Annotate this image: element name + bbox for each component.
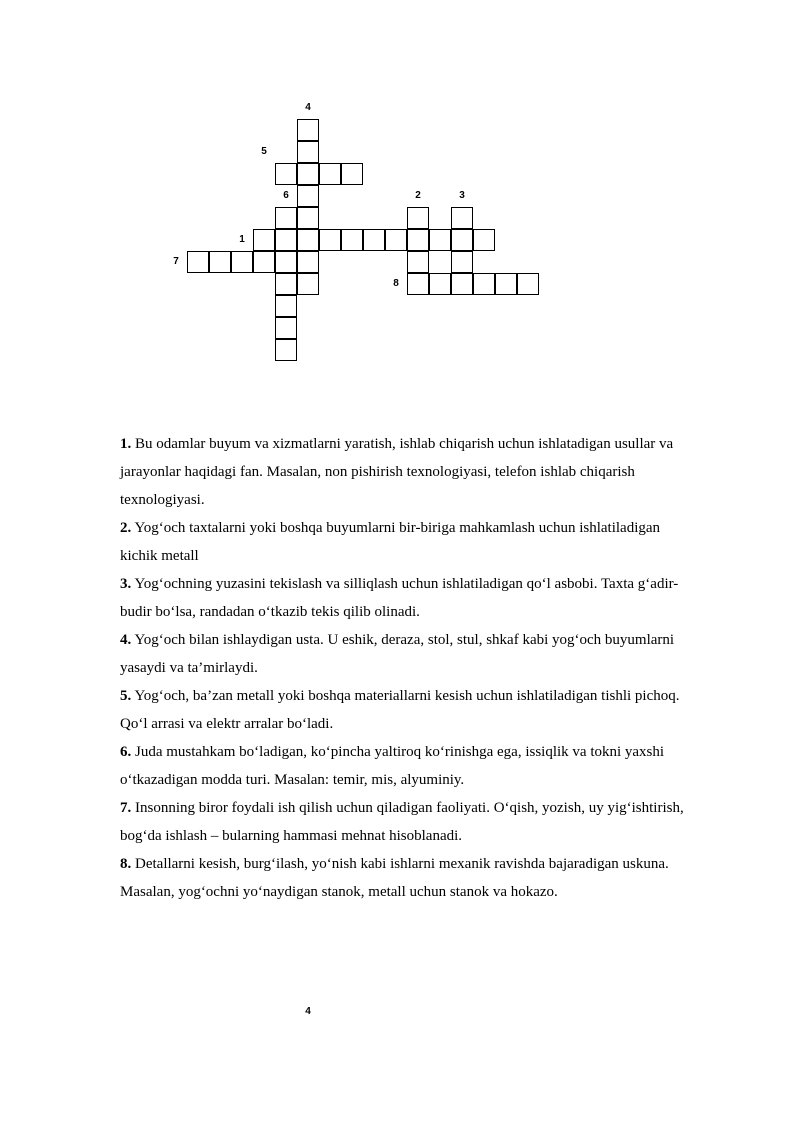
clue-text: Yog‘ochning yuzasini tekislash va silliqlash uchun ishlatiladigan qo‘l asbobi. Taxta g‘adir-budir bo‘lsa, randadan o‘tkazib tekis qilib olinadi. (120, 576, 679, 620)
crossword-cell (275, 295, 297, 317)
crossword-cell (429, 273, 451, 295)
crossword-cell (297, 273, 319, 295)
crossword-cell (297, 119, 319, 141)
clue-6 (120, 738, 690, 794)
crossword-cell (253, 229, 275, 251)
crossword-cell (319, 163, 341, 185)
clue-number: 4. (120, 632, 132, 648)
crossword-cell (363, 229, 385, 251)
clue-number: 1. (120, 436, 132, 452)
page-number: 4 (305, 1006, 311, 1017)
crossword-cell (407, 229, 429, 251)
crossword-cell (407, 251, 429, 273)
crossword-number-8: 8 (393, 278, 399, 289)
clue-2 (120, 514, 690, 570)
clue-8 (120, 850, 690, 906)
clue-number: 8. (120, 856, 132, 872)
crossword-number-4: 4 (305, 102, 311, 113)
clue-text: Yog‘och taxtalarni yoki boshqa buyumlarni bir-biriga mahkamlash uchun ishlatiladigan kichik metall (120, 520, 661, 564)
clue-1 (120, 430, 690, 514)
clue-4 (120, 626, 690, 682)
clue-text: Yog‘och, ba’zan metall yoki boshqa materiallarni kesish uchun ishlatiladigan tishli pichoq. Qo‘l arrasi va elektr arralar bo‘ladi. (120, 688, 680, 732)
crossword-cell (385, 229, 407, 251)
crossword-cell (297, 229, 319, 251)
clue-number: 6. (120, 744, 132, 760)
crossword-cell (451, 229, 473, 251)
clue-text: Detallarni kesish, burg‘ilash, yo‘nish kabi ishlarni mexanik ravishda bajaradigan uskuna. Masalan, yog‘ochni yo‘naydigan stanok, metall uchun stanok va hokazo. (120, 856, 669, 900)
clue-number: 3. (120, 576, 132, 592)
crossword-number-5: 5 (261, 146, 267, 157)
crossword-cell (341, 229, 363, 251)
clue-text: Yog‘och bilan ishlaydigan usta. U eshik, deraza, stol, stul, shkaf kabi yog‘och buyumlarni yasaydi va ta’mirlaydi. (120, 632, 675, 676)
clue-7 (120, 794, 690, 850)
crossword-cell (231, 251, 253, 273)
crossword-cell (495, 273, 517, 295)
crossword-cell (297, 163, 319, 185)
crossword-cell (451, 207, 473, 229)
crossword-number-2: 2 (415, 190, 421, 201)
crossword-cell (341, 163, 363, 185)
clue-text: Juda mustahkam bo‘ladigan, ko‘pincha yaltiroq ko‘rinishga ega, issiqlik va tokni yaxshi o‘tkazadigan modda turi. Masalan: temir, mis, alyuminiy. (120, 744, 665, 788)
crossword-cell (275, 207, 297, 229)
crossword-cell (297, 141, 319, 163)
crossword-cell (275, 273, 297, 295)
crossword-cell (407, 273, 429, 295)
crossword-cell (451, 251, 473, 273)
crossword-cell (473, 273, 495, 295)
crossword-cell (297, 251, 319, 273)
crossword-number-6: 6 (283, 190, 289, 201)
crossword-cell (429, 229, 451, 251)
crossword-cell (297, 207, 319, 229)
crossword-cell (275, 317, 297, 339)
clue-list (120, 430, 690, 906)
crossword-grid (0, 0, 800, 400)
clue-text: Insonning biror foydali ish qilish uchun qiladigan faoliyati. O‘qish, yozish, uy yig‘ishtirish, bog‘da ishlash – bularning hammasi mehnat hisoblanadi. (120, 800, 684, 844)
crossword-cell (407, 207, 429, 229)
clue-3 (120, 570, 690, 626)
crossword-cell (253, 251, 275, 273)
crossword-cell (275, 251, 297, 273)
crossword-cell (209, 251, 231, 273)
clue-number: 5. (120, 688, 132, 704)
crossword-cell (473, 229, 495, 251)
crossword-number-1: 1 (239, 234, 245, 245)
clue-number: 2. (120, 520, 132, 536)
crossword-number-7: 7 (173, 256, 179, 267)
crossword-cell (275, 163, 297, 185)
crossword-number-3: 3 (459, 190, 465, 201)
crossword-cell (275, 229, 297, 251)
crossword-cell (297, 185, 319, 207)
crossword-cell (319, 229, 341, 251)
crossword-cell (517, 273, 539, 295)
crossword-cell (451, 273, 473, 295)
crossword-cell (275, 339, 297, 361)
crossword-cell (187, 251, 209, 273)
clue-text: Bu odamlar buyum va xizmatlarni yaratish, ishlab chiqarish uchun ishlatadigan usullar va jarayonlar haqidagi fan. Masalan, non pishirish texnologiyasi, telefon ishlab chiqarish texnologiyasi. (120, 436, 674, 508)
clue-5 (120, 682, 690, 738)
clue-number: 7. (120, 800, 132, 816)
